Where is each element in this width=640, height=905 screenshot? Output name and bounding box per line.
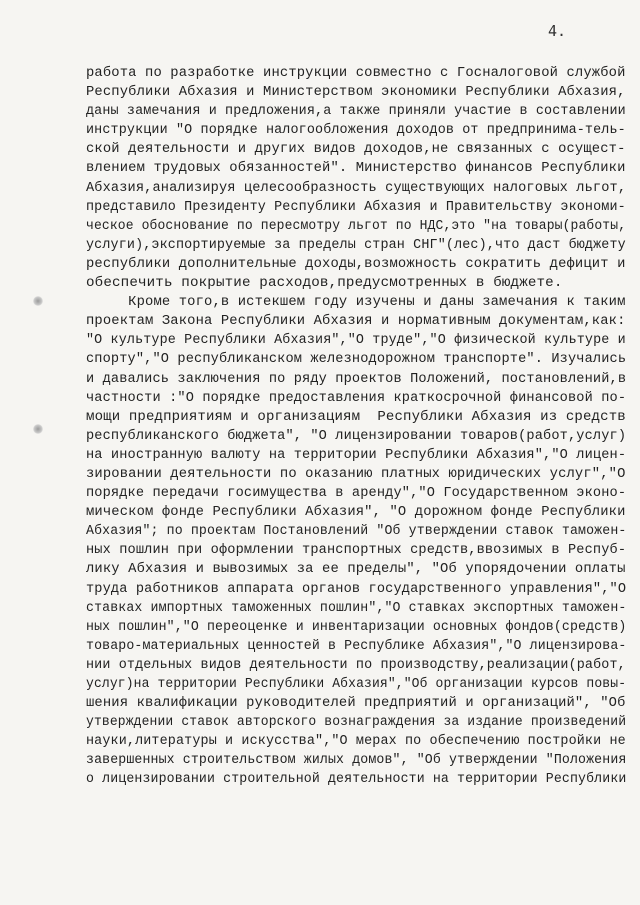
text-line: шения квалификации руководителей предприятий и организаций", "Об <box>86 695 626 712</box>
text-line: ческое обоснование по пересмотру льгот по НДС,это "на товары(работы, <box>86 217 627 234</box>
text-line: мическом фонде Республики Абхазия", "О дорожном фонде Республики <box>86 504 626 521</box>
text-line: ставках импортных таможенных пошлин","О ставках экспортных таможен- <box>86 599 627 616</box>
text-line: завершенных строительством жилых домов", "Об утверждении "Положения <box>86 752 627 769</box>
text-line: товаро-материальных ценностей в Республике Абхазия","О лицензирова- <box>86 637 627 654</box>
text-line: представило Президенту Республики Абхазия и Правительству экономи- <box>86 198 626 215</box>
text-line: услуги),экспортируемые за пределы стран СНГ"(лес),что даст бюджету <box>86 236 626 253</box>
text-line: порядке передачи госимущества в аренду","О Государственном эконо- <box>86 485 627 502</box>
text-line: республики дополнительные доходы,возможность сократить дефицит и <box>86 255 626 272</box>
punch-hole-mark <box>33 424 43 434</box>
text-line: мощи предприятиям и организациям Республики Абхазия из средств <box>86 408 626 425</box>
text-line: ных пошлин","О переоценке и инвентаризации основных фондов(средств) <box>86 618 627 635</box>
text-line: проектам Закона Республики Абхазия и нормативным документам,как: <box>86 313 626 330</box>
text-line: республиканского бюджета", "О лицензировании товаров(работ,услуг) <box>86 427 627 444</box>
text-line: инструкции "О порядке налогообложения доходов от предпринима-тель- <box>86 122 626 139</box>
body-text <box>86 64 626 790</box>
text-line: ской деятельности и других видов доходов,не связанных с осущест- <box>86 141 626 158</box>
text-line: влением трудовых обязанностей". Министерство финансов Республики <box>86 160 626 177</box>
text-line: и давались заключения по ряду проектов Положений, постановлений,в <box>86 370 627 387</box>
text-line: работа по разработке инструкции совместно с Госналоговой службой <box>86 65 626 81</box>
punch-hole-mark <box>33 296 43 306</box>
text-line: частности :"О порядке предоставления краткосрочной финансовой по- <box>86 389 627 406</box>
text-line: Республики Абхазия и Министерством экономики Республики Абхазия, <box>86 84 626 101</box>
text-line: даны замечания и предложения,а также приняли участие в составлении <box>86 103 626 120</box>
text-line: нии отдельных видов деятельности по производству,реализации(работ, <box>86 656 626 673</box>
text-line: спорту","О республиканском железнодорожном транспорте". Изучались <box>86 351 627 368</box>
text-line: ных пошлин при оформлении транспортных средств,ввозимых в Респуб- <box>86 542 627 559</box>
text-line: Абхазия"; по проектам Постановлений "Об утверждении ставок таможен- <box>86 523 627 540</box>
text-line: утверждении ставок авторского вознаграждения за издание произведений <box>86 714 627 731</box>
text-line: услуг)на территории Республики Абхазия","Об организации курсов повы- <box>86 676 627 692</box>
text-line: обеспечить покрытие расходов,предусмотренных в бюджете. <box>86 275 563 292</box>
text-line: на иностранную валюту на территории Республики Абхазия","О лицен- <box>86 446 627 463</box>
page-number: 4. <box>548 22 567 40</box>
text-line: труда работников аппарата органов государственного управления","О <box>86 580 627 597</box>
text-line: науки,литературы и искусства","О мерах по обеспечению постройки не <box>86 733 626 750</box>
text-line: о лицензировании строительной деятельности на территории Республики <box>86 771 627 788</box>
text-line: Абхазия,анализируя целесообразность существующих налоговых льгот, <box>86 179 627 196</box>
text-line: зировании деятельности по оказанию платных юридических услуг","О <box>86 465 626 482</box>
text-line: Кроме того,в истекшем году изучены и даны замечания к таким <box>86 294 626 311</box>
text-line: лику Абхазия и вывозимых за ее пределы", "Об упорядочении оплаты <box>86 561 626 578</box>
text-line: "О культуре Республики Абхазия","О труде","О физической культуре и <box>86 332 626 349</box>
